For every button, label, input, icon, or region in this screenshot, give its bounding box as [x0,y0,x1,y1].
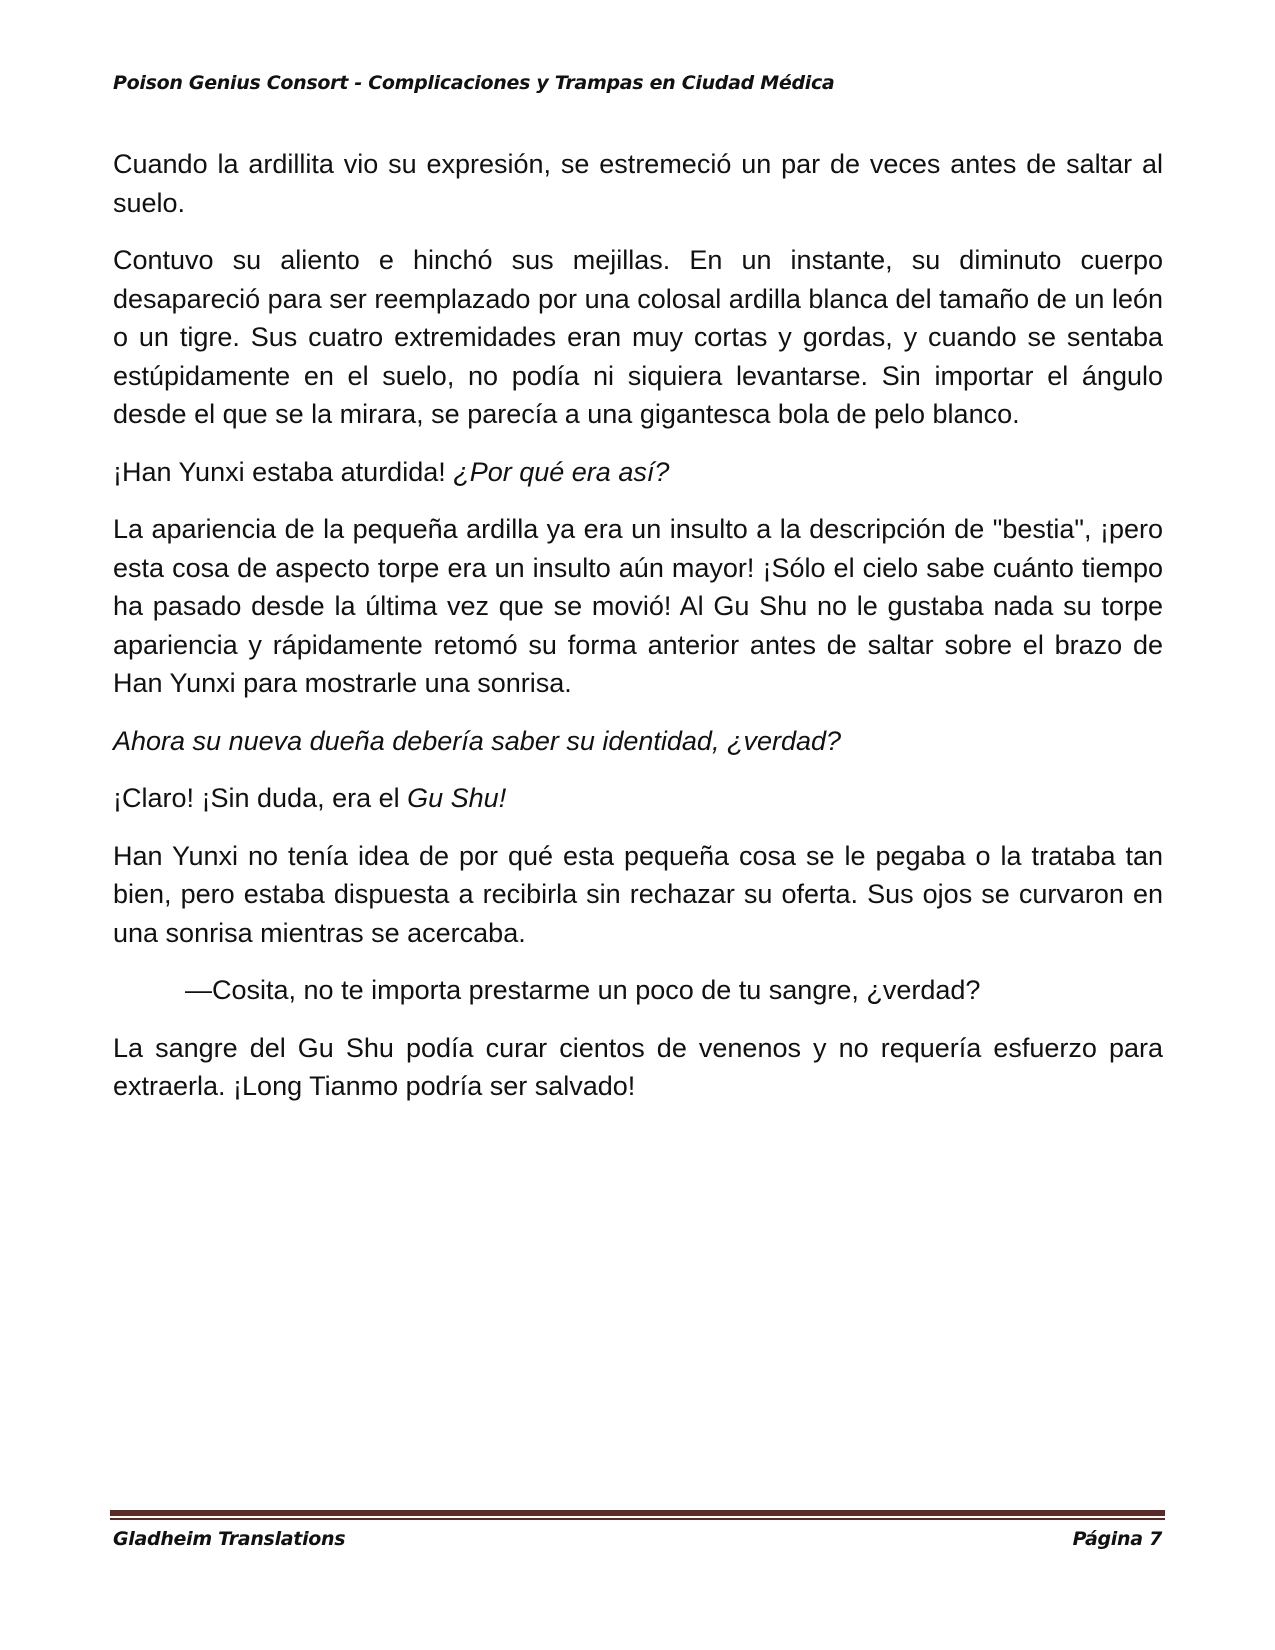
paragraph-8-dialogue [113,971,1163,1010]
page-header-title: Poison Genius Consort - Complicaciones y Trampas en Ciudad Médica [113,72,835,94]
paragraph-2 [113,241,1163,434]
document-body [113,145,1163,1125]
paragraph-text: Han Yunxi no tenía idea de por qué esta pequeña cosa se le pegaba o la trataba tan bien, pero estaba dispuesta a recibirla sin rechazar su oferta. Sus ojos se curvaron en una sonrisa mientras se acercaba. [113,840,1163,948]
paragraph-text: Cuando la ardillita vio su expresión, se estremeció un par de veces antes de saltar al suelo. [113,149,1163,218]
paragraph-4 [113,510,1163,703]
paragraph-text: ¡Han Yunxi estaba aturdida! [113,456,454,487]
paragraph-6 [113,779,1163,818]
footer-publisher: Gladheim Translations [113,1528,346,1550]
paragraph-italic-text: ¿Por qué era así? [453,456,670,487]
footer-page-number: Página 7 [1072,1528,1162,1550]
paragraph-text: La sangre del Gu Shu podía curar cientos de venenos y no requería esfuerzo para extraerla. ¡Long Tianmo podría ser salvado! [113,1032,1163,1101]
paragraph-italic-text: Gu Shu! [407,783,507,813]
paragraph-italic-text: Ahora su nueva dueña debería saber su identidad, ¿verdad? [113,725,842,756]
paragraph-9 [113,1029,1163,1106]
paragraph-text: Contuvo su aliento e hinchó sus mejillas. En un instante, su diminuto cuerpo desapareció para ser reemplazado por una colosal ardilla blanca del tamaño de un león o un tigre. Sus cuatro extremidades eran muy cortas y gordas, y cuando se sentaba estúpidamente en el suelo, no podía ni siquiera levantarse. Sin importar el ángulo desde el que se la mirara, se parecía a una gigantesca bola de pelo blanco. [113,245,1163,429]
paragraph-text: La apariencia de la pequeña ardilla ya era un insulto a la descripción de "bestia", ¡pero esta cosa de aspecto torpe era un insulto aún mayor! ¡Sólo el cielo sabe cuánto tiempo ha pasado desde la última vez que se movió! Al Gu Shu no le gustaba nada su torpe apariencia y rápidamente retomó su forma anterior antes de saltar sobre el brazo de Han Yunxi para mostrarle una sonrisa. [113,514,1163,698]
paragraph-1 [113,145,1163,222]
paragraph-5 [113,722,1163,761]
footer-divider-thin [110,1518,1165,1520]
paragraph-text: —Cosita, no te importa prestarme un poco de tu sangre, ¿verdad? [185,975,981,1005]
paragraph-7 [113,837,1163,953]
paragraph-3 [113,453,1163,492]
paragraph-text: ¡Claro! ¡Sin duda, era el [113,783,408,813]
